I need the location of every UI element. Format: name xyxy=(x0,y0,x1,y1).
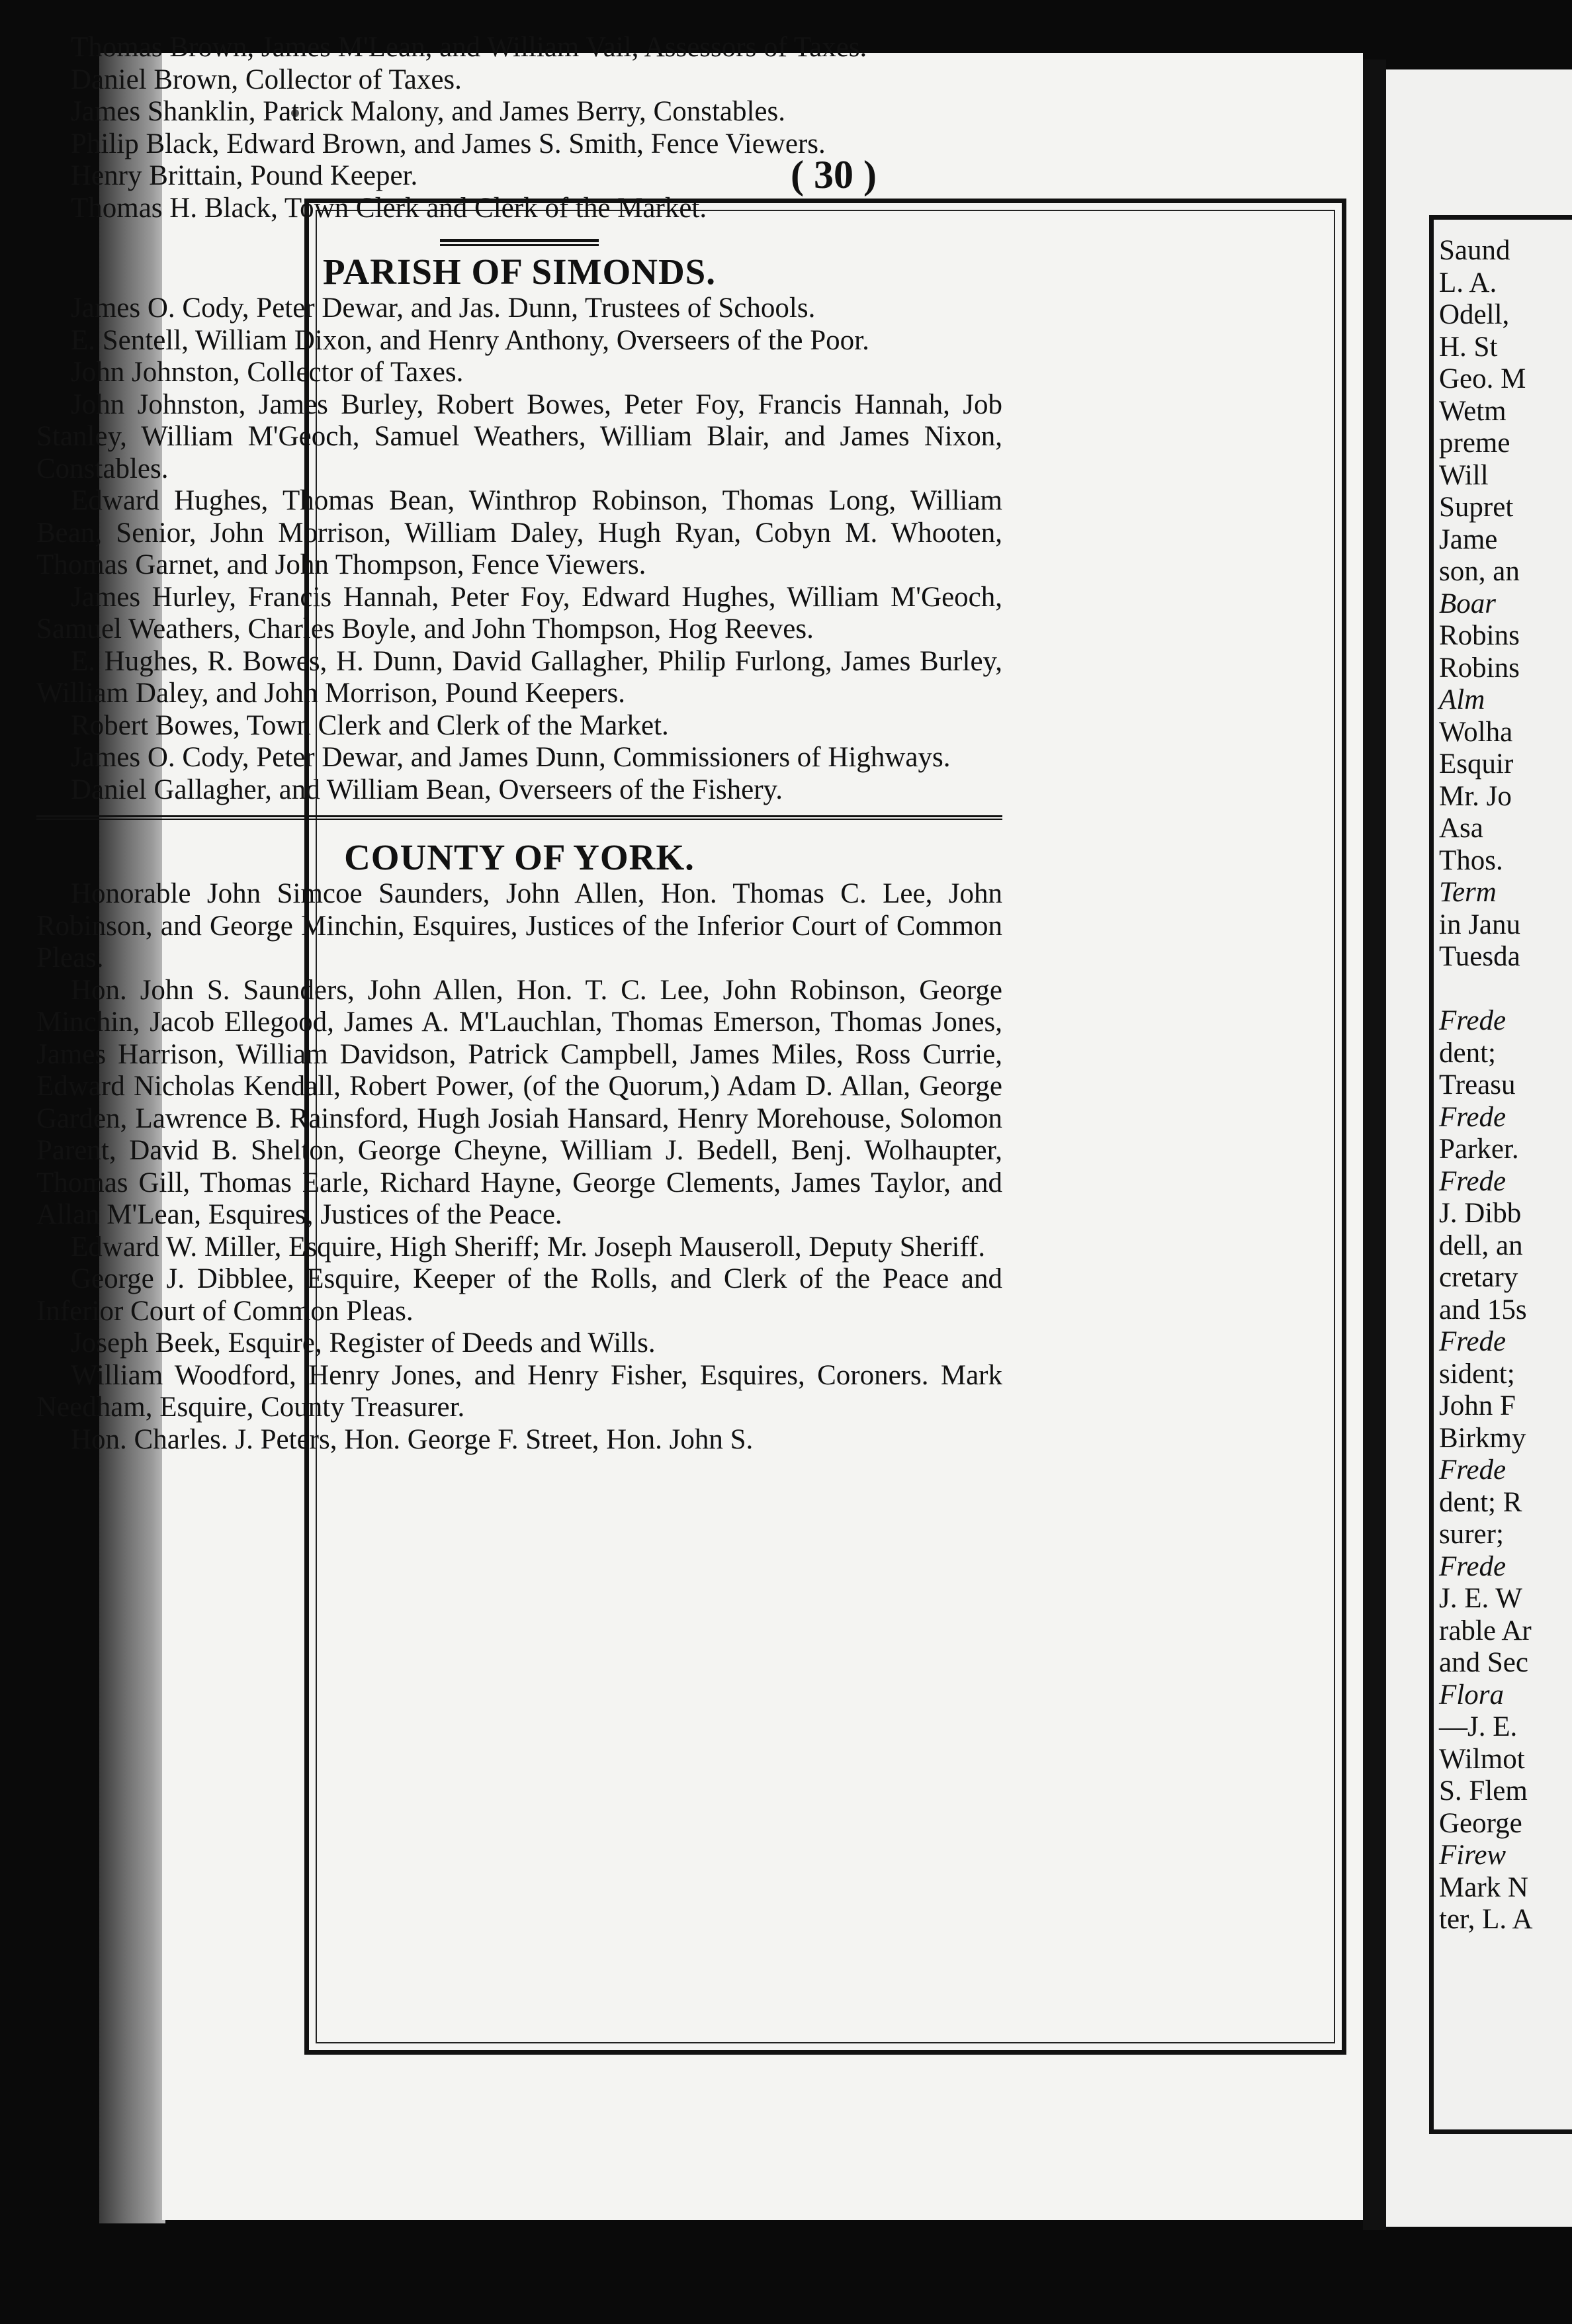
right-page-line xyxy=(1439,973,1572,1006)
right-page-line: Wilmot xyxy=(1439,1743,1525,1775)
right-page-line: Birkmy xyxy=(1439,1422,1526,1454)
county-of-york xyxy=(36,837,1002,1456)
page-content xyxy=(36,32,1002,1456)
right-page-line: in Janu xyxy=(1439,909,1521,940)
right-page xyxy=(1386,69,1572,2227)
right-page-line: Wetm xyxy=(1439,395,1506,427)
right-page-line: Odell, xyxy=(1439,299,1510,330)
right-page-line: Parker. xyxy=(1439,1134,1519,1165)
paragraph: Philip Black, Edward Brown, and James S. Smith, Fence Viewers. xyxy=(71,128,826,159)
right-page-line: and 15s xyxy=(1439,1294,1527,1325)
paragraph: William Woodford, Henry Jones, and Henry Fisher, Esquires, Coroners. Mark Needham, Esquire, County Treasurer. xyxy=(36,1359,1002,1423)
section-heading: COUNTY OF YORK. xyxy=(344,837,695,877)
right-page-line: Esquir xyxy=(1439,748,1514,780)
paragraph: Daniel Gallagher, and William Bean, Overseers of the Fishery. xyxy=(71,774,783,805)
section-heading: PARISH OF SIMONDS. xyxy=(322,251,717,292)
right-page-line: J. E. W xyxy=(1439,1583,1522,1614)
section-divider xyxy=(36,815,1002,820)
paragraph: Hon. Charles. J. Peters, Hon. George F. Street, Hon. John S. xyxy=(71,1423,754,1455)
section-divider xyxy=(440,239,599,246)
paragraph: E. Hughes, R. Bowes, H. Dunn, David Gallagher, Philip Furlong, James Burley, William Daley, and John Morrison, Pound Keepers. xyxy=(36,645,1002,709)
township-officers xyxy=(36,32,1002,224)
right-page-line: Geo. M xyxy=(1439,363,1526,394)
paragraph: John Johnston, James Burley, Robert Bowes, Peter Foy, Francis Hannah, Job Stanley, William M'Geoch, Samuel Weathers, William Blair, and James Nixon, Constables. xyxy=(36,388,1002,484)
right-page-text xyxy=(1439,235,1572,1936)
paragraph: John Johnston, Collector of Taxes. xyxy=(71,357,464,388)
paragraph: Edward Hughes, Thomas Bean, Winthrop Robinson, Thomas Long, William Bean, Senior, John Morrison, William Daley, Hugh Ryan, Cobyn M. Whooten, Thomas Garnet, and John Thompson, Fence Viewers. xyxy=(36,485,1002,580)
right-page-line: Wolha xyxy=(1439,716,1513,748)
paragraph: Thomas H. Black, Town Clerk and Clerk of the Market. xyxy=(71,192,707,224)
right-page-line: preme xyxy=(1439,427,1510,459)
right-page-line: surer; xyxy=(1439,1519,1504,1550)
right-page-line: Boar xyxy=(1439,588,1496,619)
right-page-line: L. A. xyxy=(1439,267,1497,298)
paragraph: Joseph Beek, Esquire, Register of Deeds and Wills. xyxy=(71,1327,656,1359)
right-page-line: —J. E. xyxy=(1439,1711,1518,1742)
right-page-line: Supret xyxy=(1439,492,1514,523)
right-page-line: Robins xyxy=(1439,652,1520,684)
right-page-line: Frede xyxy=(1439,1454,1506,1486)
right-page-line: S. Flem xyxy=(1439,1775,1528,1807)
right-page-line: dell, an xyxy=(1439,1229,1523,1261)
right-page-line: cretary xyxy=(1439,1262,1518,1293)
right-page-line: dent; R xyxy=(1439,1486,1522,1518)
right-page-line: Asa xyxy=(1439,813,1483,844)
right-page-line: Term xyxy=(1439,877,1497,908)
right-page-line: Saund xyxy=(1439,235,1510,266)
right-page-line: Thos. xyxy=(1439,844,1503,876)
paragraph: Henry Brittain, Pound Keeper. xyxy=(71,160,418,191)
paragraph: Honorable John Simcoe Saunders, John Allen, Hon. Thomas C. Lee, John Robinson, and George Minchin, Esquires, Justices of the Inferior Court of Common Pleas. xyxy=(36,878,1002,973)
right-page-line: Alm xyxy=(1439,684,1485,715)
right-page-line: Will xyxy=(1439,459,1489,491)
paragraph: James Shanklin, Patrick Malony, and James Berry, Constables. xyxy=(71,96,785,127)
right-page-line: ter, L. A xyxy=(1439,1904,1533,1935)
right-page-line: and Sec xyxy=(1439,1647,1528,1678)
paragraph: Hon. John S. Saunders, John Allen, Hon. T. C. Lee, John Robinson, George Minchin, Jacob Ellegood, James A. M'Lauchlan, Thomas Emerson, Thomas Jones, James Harrison, William Davidson, Patrick Campbell, James Miles, Ross Currie, Edward Nicholas Kendall, Robert Power, (of the Quorum,) Adam D. Allan, George Garden, Lawrence B. Rainsford, Hugh Josiah Hansard, Henry Morehouse, Solomon Parent, David B. Shelton, George Cheyne, William J. Bedell, Benj. Wolhaupter, Thomas Gill, Thomas Earle, Richard Hayne, George Clements, James Taylor, and Allan M'Lean, Esquires, Justices of the Peace. xyxy=(36,974,1002,1230)
right-page-line: Mr. Jo xyxy=(1439,780,1512,812)
paragraph: James Hurley, Francis Hannah, Peter Foy, Edward Hughes, William M'Geoch, Samuel Weathers, Charles Boyle, and John Thompson, Hog Reeves. xyxy=(36,581,1002,645)
right-page-line: Mark N xyxy=(1439,1871,1528,1903)
page-gutter xyxy=(1363,60,1386,2230)
right-page-line: Robins xyxy=(1439,620,1520,651)
paragraph: Daniel Brown, Collector of Taxes. xyxy=(71,64,462,95)
parish-of-simonds xyxy=(36,251,1002,806)
right-page-line: Firew xyxy=(1439,1840,1506,1871)
right-page-line: Frede xyxy=(1439,1005,1506,1036)
right-page-line: Frede xyxy=(1439,1101,1506,1133)
page-number: ( 30 ) xyxy=(791,153,877,197)
right-page-line: Jame xyxy=(1439,523,1498,555)
paragraph: Robert Bowes, Town Clerk and Clerk of the Market. xyxy=(71,709,669,741)
right-page-line: Frede xyxy=(1439,1165,1506,1197)
paragraph: James O. Cody, Peter Dewar, and Jas. Dunn, Trustees of Schools. xyxy=(71,292,816,324)
right-page-line: Treasu xyxy=(1439,1069,1516,1100)
paragraph: E. Sentell, William Dixon, and Henry Anthony, Overseers of the Poor. xyxy=(71,324,869,356)
paragraph: Thomas Brown, James M'Lean, and William Vail, Assessors of Taxes. xyxy=(71,32,867,63)
paragraph: George J. Dibblee, Esquire, Keeper of the Rolls, and Clerk of the Peace and Inferior Court of Common Pleas. xyxy=(36,1263,1002,1327)
right-page-line: son, an xyxy=(1439,556,1520,587)
right-page-line: Flora xyxy=(1439,1679,1504,1711)
right-page-line: dent; xyxy=(1439,1037,1496,1069)
right-page-line: H. St xyxy=(1439,331,1498,363)
paragraph: Edward W. Miller, Esquire, High Sheriff; Mr. Joseph Mauseroll, Deputy Sheriff. xyxy=(71,1231,986,1263)
right-page-line: J. Dibb xyxy=(1439,1198,1522,1229)
right-page-line: sident; xyxy=(1439,1358,1515,1390)
right-page-line: Frede xyxy=(1439,1550,1506,1582)
right-page-line: Frede xyxy=(1439,1326,1506,1357)
right-page-line: John F xyxy=(1439,1390,1516,1421)
right-page-line: rable Ar xyxy=(1439,1615,1532,1646)
right-page-line: George xyxy=(1439,1807,1522,1839)
paragraph: James O. Cody, Peter Dewar, and James Dunn, Commissioners of Highways. xyxy=(71,742,951,773)
right-page-line: Tuesda xyxy=(1439,941,1520,972)
